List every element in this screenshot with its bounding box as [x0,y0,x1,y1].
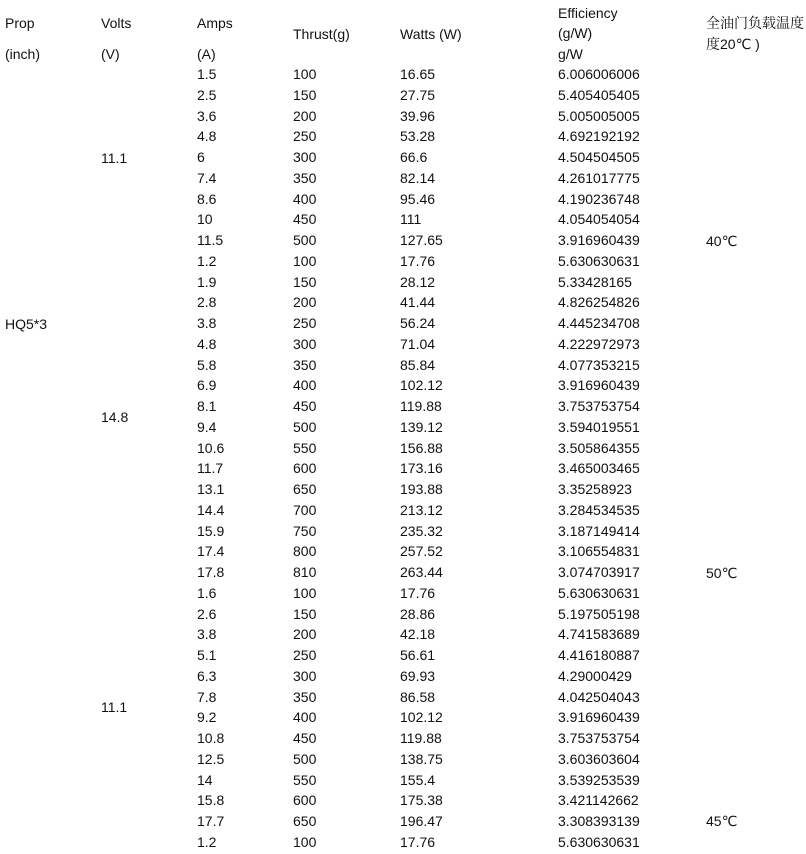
cell-efficiency: 4.504504505 [558,149,640,165]
header-amps-unit: (A) [197,46,216,62]
cell-efficiency: 4.190236748 [558,190,640,207]
cell-efficiency: 5.630630631 [558,584,640,601]
cell-efficiency: 3.505864355 [558,439,640,456]
table-row [0,812,806,833]
cell-thrust: 550 [293,771,317,788]
cell-watts: 235.32 [400,522,443,539]
cell-efficiency: 5.197505198 [558,605,640,622]
cell-thrust: 450 [293,211,317,228]
table-row [0,148,806,169]
cell-watts: 27.75 [400,86,436,103]
table-row [0,314,806,335]
header-thrust: Thrust(g) [293,26,350,42]
table-row [0,293,806,314]
cell-watts: 16.65 [400,66,436,82]
cell-efficiency: 3.074703917 [558,564,640,580]
table-row [0,107,806,128]
table-row [0,376,806,397]
cell-watts: 82.14 [400,169,436,186]
cell-amps: 1.2 [197,252,217,269]
cell-thrust: 100 [293,584,317,601]
cell-thrust: 300 [293,335,317,352]
cell-efficiency: 3.539253539 [558,771,640,788]
cell-efficiency: 5.630630631 [558,833,640,850]
cell-efficiency: 4.054054054 [558,211,640,228]
cell-efficiency: 4.445234708 [558,315,640,331]
cell-watts: 111 [400,211,422,228]
table-row [0,750,806,771]
cell-watts: 66.6 [400,149,428,165]
cell-efficiency: 4.29000429 [558,667,632,684]
cell-thrust: 500 [293,418,317,435]
cell-watts: 41.44 [400,294,436,311]
cell-watts: 28.12 [400,273,436,290]
header-prop-unit: (inch) [5,46,41,62]
cell-efficiency: 3.753753754 [558,730,640,746]
cell-watts: 17.76 [400,584,436,601]
cell-amps: 2.8 [197,294,217,311]
cell-watts: 213.12 [400,501,443,518]
cell-watts: 138.75 [400,750,443,767]
cell-thrust: 700 [293,501,317,518]
cell-amps: 3.6 [197,107,217,124]
cell-amps: 13.1 [197,481,225,497]
table-row [0,542,806,563]
table-row [0,833,806,854]
cell-thrust: 450 [293,398,317,414]
cell-thrust: 250 [293,128,317,145]
volts-label-group-2: 14.8 [101,409,129,425]
cell-amps: 2.5 [197,86,217,103]
cell-watts: 56.24 [400,315,436,331]
cell-watts: 53.28 [400,128,436,145]
cell-amps: 9.2 [197,709,217,726]
header-watts: Watts (W) [400,26,462,42]
cell-efficiency: 4.261017775 [558,169,640,186]
cell-amps: 1.5 [197,66,217,82]
cell-thrust: 100 [293,833,317,850]
table-row [0,190,806,211]
table-row [0,169,806,190]
header-efficiency-unit-2: g/W [558,46,583,62]
cell-watts: 102.12 [400,377,443,394]
cell-thrust: 150 [293,273,317,290]
table-row [0,231,806,252]
table-row [0,791,806,812]
cell-thrust: 250 [293,647,317,663]
table-row [0,605,806,626]
cell-amps: 7.8 [197,688,217,705]
table-row [0,397,806,418]
cell-thrust: 400 [293,377,317,394]
table-row [0,439,806,460]
header-volts-unit: (V) [101,46,120,62]
cell-efficiency: 3.603603604 [558,750,640,767]
cell-watts: 119.88 [400,398,442,414]
cell-watts: 119.88 [400,730,442,746]
table-row [0,65,806,86]
cell-thrust: 250 [293,315,317,331]
cell-watts: 86.58 [400,688,436,705]
cell-thrust: 810 [293,564,317,580]
cell-watts: 175.38 [400,792,443,809]
header-temperature: 全油门负载温度 [706,15,804,31]
cell-amps: 3.8 [197,626,217,643]
cell-thrust: 150 [293,86,317,103]
table-row [0,584,806,605]
cell-watts: 85.84 [400,356,436,373]
cell-thrust: 650 [293,813,317,829]
cell-efficiency: 5.33428165 [558,273,632,290]
cell-watts: 102.12 [400,709,443,726]
cell-efficiency: 3.594019551 [558,418,640,435]
cell-amps: 11.7 [197,460,224,477]
cell-amps: 10 [197,211,213,228]
cell-thrust: 450 [293,730,317,746]
cell-amps: 6.9 [197,377,217,394]
cell-thrust: 300 [293,149,317,165]
cell-watts: 173.16 [400,460,443,477]
table-row [0,210,806,231]
cell-amps: 14 [197,771,213,788]
cell-efficiency: 3.106554831 [558,543,640,560]
cell-thrust: 600 [293,792,317,809]
cell-efficiency: 4.741583689 [558,626,640,643]
cell-watts: 155.4 [400,771,436,788]
header-prop: Prop [5,15,35,31]
cell-thrust: 350 [293,169,317,186]
cell-efficiency: 3.753753754 [558,398,640,414]
table-row [0,480,806,501]
cell-amps: 8.1 [197,398,217,414]
header-amps: Amps [197,15,233,31]
cell-thrust: 550 [293,439,317,456]
cell-efficiency: 5.405405405 [558,86,640,103]
cell-thrust: 350 [293,688,317,705]
cell-thrust: 100 [293,252,317,269]
cell-watts: 193.88 [400,481,443,497]
cell-efficiency: 3.916960439 [558,377,640,394]
cell-thrust: 200 [293,294,317,311]
cell-thrust: 350 [293,356,317,373]
cell-amps: 12.5 [197,750,225,767]
temp-label-group-1: 40℃ [706,233,738,249]
cell-efficiency: 4.042504043 [558,688,640,705]
cell-watts: 56.61 [400,647,436,663]
cell-efficiency: 3.35258923 [558,481,632,497]
table-row [0,501,806,522]
cell-efficiency: 4.416180887 [558,647,640,663]
volts-label-group-3: 11.1 [101,699,128,715]
cell-efficiency: 3.187149414 [558,522,640,539]
cell-watts: 127.65 [400,232,443,248]
cell-efficiency: 3.284534535 [558,501,640,518]
cell-thrust: 400 [293,190,317,207]
table-row [0,418,806,439]
table-row [0,646,806,667]
cell-amps: 3.8 [197,315,217,331]
cell-thrust: 150 [293,605,317,622]
cell-watts: 69.93 [400,667,436,684]
cell-amps: 4.8 [197,128,217,145]
cell-amps: 6 [197,149,205,165]
cell-amps: 17.7 [197,813,225,829]
cell-watts: 17.76 [400,252,436,269]
table-row [0,127,806,148]
cell-thrust: 650 [293,481,317,497]
table-row [0,356,806,377]
cell-thrust: 300 [293,667,317,684]
cell-efficiency: 5.005005005 [558,107,640,124]
cell-amps: 15.8 [197,792,225,809]
cell-thrust: 500 [293,232,317,248]
cell-thrust: 200 [293,107,317,124]
cell-efficiency: 4.222972973 [558,335,640,352]
temp-label-group-2: 50℃ [706,565,738,581]
table-row [0,708,806,729]
cell-efficiency: 4.077353215 [558,356,640,373]
table-row [0,273,806,294]
cell-efficiency: 3.465003465 [558,460,640,477]
cell-efficiency: 3.916960439 [558,232,640,248]
table-row [0,667,806,688]
header-efficiency: Efficiency [558,5,618,21]
cell-thrust: 800 [293,543,317,560]
cell-amps: 17.8 [197,564,225,580]
table-row [0,729,806,750]
cell-efficiency: 6.006006006 [558,66,640,82]
cell-amps: 6.3 [197,667,217,684]
cell-watts: 257.52 [400,543,443,560]
cell-watts: 17.76 [400,833,436,850]
table-row [0,688,806,709]
table-row [0,335,806,356]
cell-watts: 39.96 [400,107,436,124]
cell-amps: 1.9 [197,273,217,290]
table-row [0,252,806,273]
cell-amps: 1.6 [197,584,217,601]
volts-label-group-1: 11.1 [101,150,128,166]
cell-amps: 10.6 [197,439,225,456]
table-row [0,459,806,480]
cell-amps: 15.9 [197,522,225,539]
cell-amps: 14.4 [197,501,225,518]
cell-efficiency: 4.826254826 [558,294,640,311]
cell-efficiency: 4.692192192 [558,128,640,145]
cell-efficiency: 3.916960439 [558,709,640,726]
header-temperature-cont: 度20℃ ) [706,36,760,52]
cell-efficiency: 5.630630631 [558,252,640,269]
cell-thrust: 100 [293,66,317,82]
cell-watts: 156.88 [400,439,443,456]
table-row [0,563,806,584]
cell-thrust: 500 [293,750,317,767]
table-row [0,625,806,646]
cell-efficiency: 3.308393139 [558,813,640,829]
cell-watts: 95.46 [400,190,436,207]
cell-amps: 11.5 [197,232,224,248]
table-row [0,86,806,107]
header-efficiency-unit: (g/W) [558,25,593,41]
cell-thrust: 200 [293,626,317,643]
cell-watts: 196.47 [400,813,443,829]
cell-watts: 139.12 [400,418,443,435]
cell-amps: 1.2 [197,833,217,850]
prop-label: HQ5*3 [5,316,48,332]
cell-amps: 7.4 [197,169,217,186]
cell-amps: 5.1 [197,647,217,663]
cell-efficiency: 3.421142662 [558,792,639,809]
cell-amps: 5.8 [197,356,217,373]
cell-amps: 8.6 [197,190,217,207]
cell-amps: 2.6 [197,605,217,622]
cell-amps: 17.4 [197,543,225,560]
cell-watts: 71.04 [400,335,436,352]
cell-amps: 4.8 [197,335,217,352]
cell-thrust: 400 [293,709,317,726]
cell-watts: 263.44 [400,564,443,580]
temp-label-group-3: 45℃ [706,813,738,829]
cell-thrust: 750 [293,522,317,539]
header-volts: Volts [101,15,132,31]
cell-watts: 42.18 [400,626,436,643]
cell-watts: 28.86 [400,605,436,622]
table-row [0,771,806,792]
table-row [0,522,806,543]
cell-thrust: 600 [293,460,317,477]
cell-amps: 10.8 [197,730,225,746]
cell-amps: 9.4 [197,418,217,435]
